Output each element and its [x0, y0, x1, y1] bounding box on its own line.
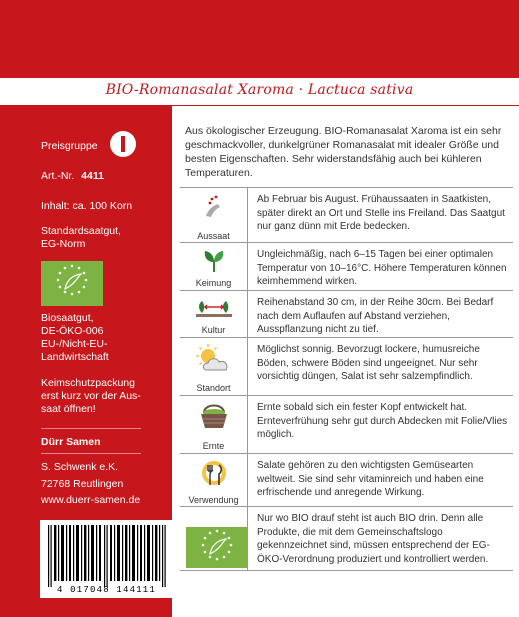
icon-cell [180, 188, 248, 243]
intro-text: Aus ökologischer Erzeugung. BIO-Romanasalat Xaroma ist ein sehr geschmackvoller, dunkelgrüner Romanasalat mit idealer Größe und besten Eigenschaften. Sehr widerstandsfähig auch bei kühleren Temperaturen. [185, 125, 502, 179]
table-row-aussaat [180, 187, 513, 243]
row-label: Keimung [195, 278, 232, 288]
eu-organic-logo-icon [186, 527, 248, 568]
standard-line1: Standardsaatgut, [41, 225, 121, 237]
row-label: Verwendung [188, 495, 239, 505]
row-text: Salate gehören zu den wichtigsten Gemüsearten weltweit. Sie sind sehr vitaminreich und haben eine erfrischende und anregende Wirkung. [257, 460, 484, 498]
icon-cell [180, 243, 248, 291]
row-text: Ab Februar bis August. Frühaussaaten in Saatkisten, später direkt an Ort und Stelle ins Freiland. Das Saatgut nur ganz dünn mit Erde bedecken. [257, 194, 505, 232]
row-label: Kultur [201, 325, 226, 335]
row-label: Aussaat [197, 231, 230, 241]
table-row-ernte [180, 395, 513, 454]
inhalt: Inhalt: ca. 100 Korn [41, 200, 133, 212]
company-url[interactable]: www.duerr-samen.de [41, 494, 141, 506]
barcode-number: 4 017048 144111 [56, 585, 156, 595]
keim-line1: Keimschutzpackung [41, 377, 135, 389]
keim-line3: saat öffnen! [41, 403, 96, 415]
row-text: Reihenabstand 30 cm, in der Reihe 30cm. Bei Bedarf nach dem Auflaufen auf Abstand verziehen, Ausspflanzung nicht zu tief. [257, 297, 494, 335]
table-row-standort [180, 337, 513, 396]
divider [41, 453, 141, 454]
product-title: BIO-Romanasalat Xaroma · Lactuca sativa [105, 82, 414, 98]
row-text: Ungleichmäßig, nach 6–15 Tagen bei einer optimalen Temperatur von 10–16°C. Höhere Temperaturen können keimhemmend wirken. [257, 249, 507, 287]
row-text: Möglichst sonnig. Bevorzugt lockere, humusreiche Böden, schwere Böden sind ungeeignet. Nur sehr vorsichtig düngen, Salat ist sehr salzempfindlich. [257, 344, 480, 382]
bio-line3: EU-/Nicht-EU- [41, 338, 108, 350]
barcode [40, 520, 173, 598]
eu-organic-logo-icon [41, 261, 103, 306]
barcode-lines-icon [48, 525, 166, 587]
sprout-icon [202, 248, 226, 274]
preisgruppe-label: Preisgruppe [41, 140, 98, 152]
bio-line2: DE-ÖKO-006 [41, 325, 104, 337]
title-bar [0, 78, 519, 106]
artnr-value: 4411 [81, 170, 104, 182]
artnr [41, 170, 104, 183]
icon-cell [180, 454, 248, 507]
standard-line2: EG-Norm [41, 238, 86, 250]
bio-line1: Biosaatgut, [41, 312, 94, 324]
top-red-band [0, 0, 519, 78]
icon-cell [180, 291, 248, 338]
seedlings-row-icon [196, 295, 232, 319]
table-row-keimung [180, 242, 513, 291]
company-owner: S. Schwenk e.K. [41, 461, 119, 473]
divider [41, 428, 141, 429]
icon-cell [180, 396, 248, 454]
company-name: Dürr Samen [41, 436, 101, 448]
preisgruppe-badge [110, 131, 136, 157]
keim-line2: erst kurz vor der Aus- [41, 390, 141, 402]
harvest-basket-icon [198, 401, 230, 431]
bio-line4: Landwirtschaft [41, 351, 109, 363]
table-row-verwendung [180, 453, 513, 507]
row-text: Ernte sobald sich ein fester Kopf entwickelt hat. Ernteverfrühung sehr gut durch Abdecken mit Folie/Vlies möglich. [257, 402, 508, 440]
company-city: 72768 Reutlingen [41, 478, 124, 490]
sun-cloud-icon [195, 343, 233, 373]
table-row-kultur [180, 290, 513, 338]
row-text: Nur wo BIO drauf steht ist auch BIO drin. Denn alle Produkte, die mit dem Gemeinschaftslogo gekennzeichnet sind, müssen entsprechend der EG-ÖKO-Verordnung produziert und kontrolliert werden. [257, 513, 490, 565]
icon-cell [180, 338, 248, 396]
row-label: Standort [196, 383, 231, 393]
sowing-hand-icon [202, 194, 226, 220]
row-label: Ernte [202, 441, 225, 451]
plate-cutlery-icon [200, 459, 228, 489]
artnr-label: Art.-Nr. [41, 170, 75, 182]
